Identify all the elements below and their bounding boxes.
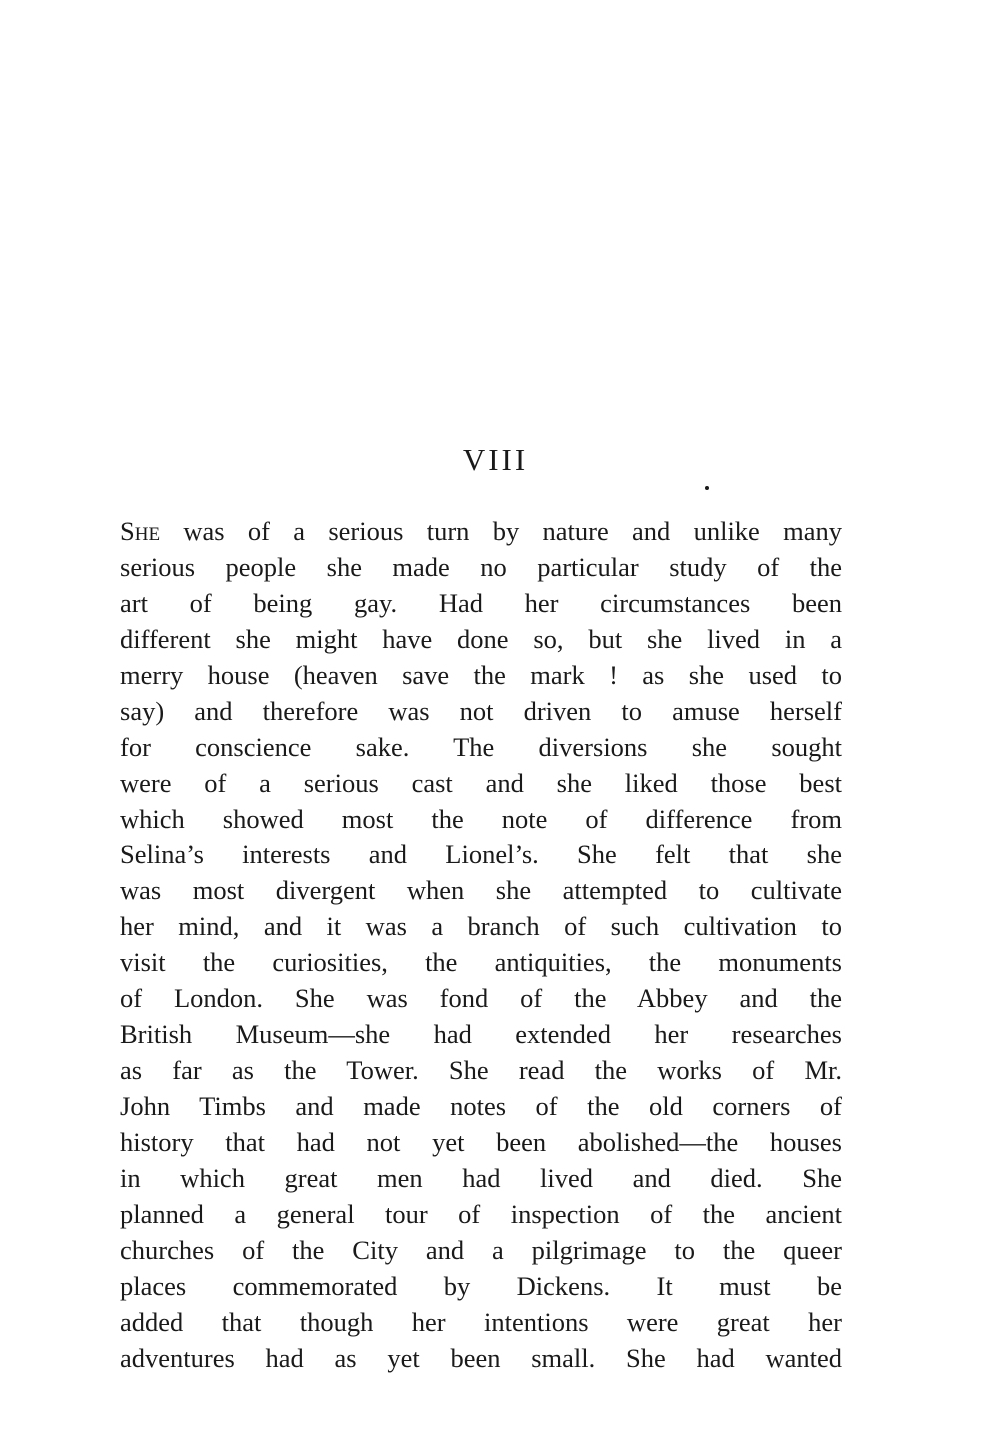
text-line-14: of London. She was fond of the Abbey and the — [120, 983, 842, 1014]
text-line-4: different she might have done so, but she lived in a — [120, 623, 842, 654]
text-line-5: merry house (heaven save the mark ! as she used to — [120, 659, 842, 690]
text-line-15: British Museum—she had extended her researches — [120, 1019, 842, 1050]
chapter-heading: VIII — [462, 442, 529, 477]
lead-word: She — [120, 516, 161, 546]
text-line-10: Selina’s interests and Lionel’s. She felt that she — [120, 839, 842, 870]
text-line-9: which showed most the note of difference from — [120, 803, 842, 834]
text-line-8: were of a serious cast and she liked those best — [120, 767, 842, 798]
text-line-22: places commemorated by Dickens. It must be — [120, 1270, 842, 1301]
text-line-20: planned a general tour of inspection of the ancient — [120, 1198, 842, 1229]
text-line-6: say) and therefore was not driven to amuse herself — [120, 695, 842, 726]
text-line-2: serious people she made no particular study of the — [120, 551, 842, 582]
text-line-21: churches of the City and a pilgrimage to the queer — [120, 1234, 842, 1265]
text-line-24: adventures had as yet been small. She had wanted — [120, 1342, 842, 1373]
text-line-7: for conscience sake. The diversions she sought — [120, 731, 842, 762]
text-line-19: in which great men had lived and died. She — [120, 1162, 842, 1193]
text-line-23: added that though her intentions were great her — [120, 1306, 842, 1337]
text-line-3: art of being gay. Had her circumstances been — [120, 587, 842, 618]
text-line-11: was most divergent when she attempted to cultivate — [120, 875, 842, 906]
text-line-17: John Timbs and made notes of the old corners of — [120, 1091, 842, 1121]
text-line-1: She was of a serious turn by nature and unlike many — [120, 516, 842, 546]
body-text — [120, 514, 842, 1377]
text-line-12: her mind, and it was a branch of such cultivation to — [120, 911, 842, 942]
text-line-18: history that had not yet been abolished—the houses — [120, 1126, 842, 1157]
ink-speck — [705, 486, 709, 490]
text-line-13: visit the curiosities, the antiquities, the monuments — [120, 947, 842, 978]
text-line-16: as far as the Tower. She read the works of Mr. — [120, 1055, 842, 1086]
